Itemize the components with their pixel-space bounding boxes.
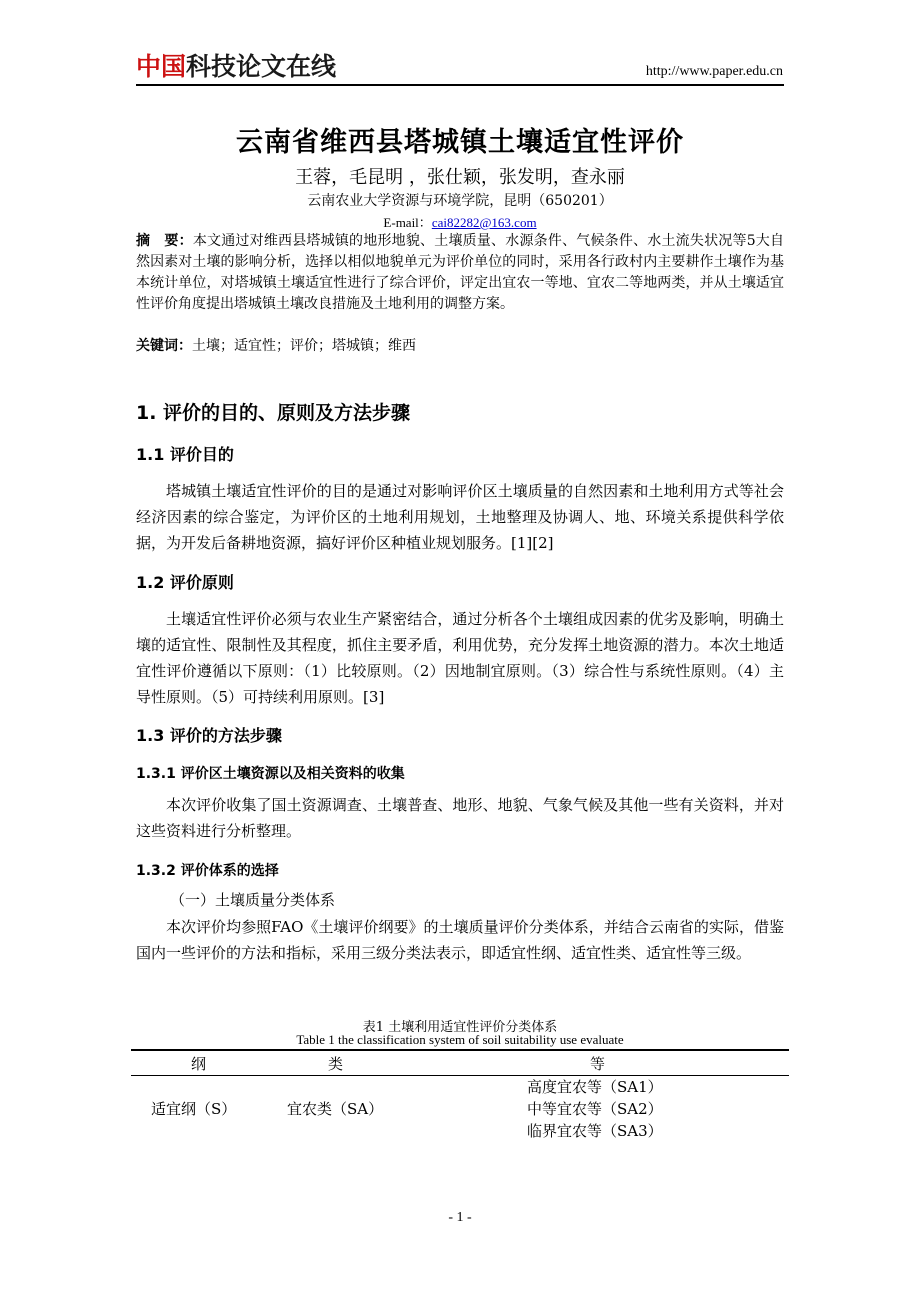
page-number: - 1 - bbox=[448, 1210, 472, 1225]
abstract bbox=[136, 231, 784, 315]
table-header-gang: 纲 bbox=[191, 1055, 207, 1073]
table-cell-deng-3: 临界宜农等（SA3） bbox=[527, 1122, 663, 1140]
section-1-3-1-heading: 1.3.1 评价区土壤资源以及相关资料的收集 bbox=[136, 766, 405, 782]
section-1-3-heading: 1.3 评价的方法步骤 bbox=[136, 726, 282, 745]
keywords-label: 关键词： bbox=[136, 338, 192, 354]
email-link[interactable]: cai82282@163.com bbox=[431, 215, 537, 230]
table-header-deng: 等 bbox=[590, 1055, 606, 1073]
table-header-lei: 类 bbox=[328, 1055, 344, 1073]
abstract-label: 摘 要： bbox=[136, 233, 193, 249]
table-cell-lei: 宜农类（SA） bbox=[287, 1100, 384, 1118]
section-1-1-heading: 1.1 评价目的 bbox=[136, 445, 234, 464]
authors: 王蓉，毛昆明 ，张仕颖，张发明，查永丽 bbox=[295, 167, 625, 188]
paragraph-purpose: 塔城镇土壤适宜性评价的目的是通过对影响评价区土壤质量的自然因素和土地利用方式等社会经济因素的综合鉴定，为评价区的土地利用规划，土地整理及协调人、地、环境关系提供科学依据，为开发后备耕地资源，搞好评价区种植业规划服务。[1][2] bbox=[136, 482, 784, 552]
table-cell-deng-1: 高度宜农等（SA1） bbox=[527, 1078, 663, 1096]
paragraph-system: 本次评价均参照FAO《土壤评价纲要》的土壤质量评价分类体系，并结合云南省的实际，借鉴国内一些评价的方法和指标，采用三级分类法表示，即适宜性纲、适宜性类、适宜性等三级。 bbox=[136, 918, 784, 962]
table-cell-gang: 适宜纲（S） bbox=[151, 1100, 237, 1118]
table-caption-en: Table 1 the classification system of soil suitability use evaluate bbox=[296, 1032, 624, 1047]
logo-red-text: 中国 bbox=[136, 52, 187, 81]
paper-title: 云南省维西县塔城镇土壤适宜性评价 bbox=[236, 127, 684, 158]
logo-black-text: 科技论文在线 bbox=[186, 52, 337, 81]
site-logo bbox=[136, 52, 336, 82]
paragraph-collection: 本次评价收集了国土资源调查、土壤普查、地形、地貌、气象气候及其他一些有关资料，并对这些资料进行分析整理。 bbox=[136, 796, 784, 840]
section-1-3-2-heading: 1.3.2 评价体系的选择 bbox=[136, 863, 279, 879]
keywords-text: 土壤；适宜性；评价；塔城镇；维西 bbox=[192, 338, 416, 354]
paragraph-principles: 土壤适宜性评价必须与农业生产紧密结合，通过分析各个土壤组成因素的优劣及影响，明确土壤的适宜性、限制性及其程度，抓住主要矛盾，利用优势，充分发挥土地资源的潜力。本次土地适宜性评价遵循以下原则：（1）比较原则。（2）因地制宜原则。（3）综合性与系统性原则。（4）主导性原则。（5）可持续利用原则。[3] bbox=[136, 610, 784, 706]
affiliation: 云南农业大学资源与环境学院，昆明（650201） bbox=[307, 193, 613, 209]
subheading-quality-system: （一）土壤质量分类体系 bbox=[170, 891, 336, 909]
header-divider bbox=[136, 84, 784, 86]
abstract-text: 本文通过对维西县塔城镇的地形地貌、土壤质量、水源条件、气候条件、水土流失状况等5大自然因素对土壤的影响分析，选择以相似地貌单元为评价单位的同时，采用各行政村内主要耕作土壤作为基本统计单位，对塔城镇土壤适宜性进行了综合评价，评定出宜农一等地、宜农二等地两类，并从土壤适宜性评价角度提出塔城镇土壤改良措施及土地利用的调整方案。 bbox=[136, 233, 785, 312]
email-label: E-mail： bbox=[383, 215, 432, 230]
section-1-2-heading: 1.2 评价原则 bbox=[136, 573, 234, 592]
section-1-heading: 1. 评价的目的、原则及方法步骤 bbox=[136, 402, 411, 424]
table-cell-deng-2: 中等宜农等（SA2） bbox=[527, 1100, 663, 1118]
table-top-rule bbox=[131, 1049, 789, 1051]
email-line bbox=[0, 212, 920, 231]
table-header-rule bbox=[131, 1075, 789, 1076]
table-caption-cn: 表1 土壤利用适宜性评价分类体系 bbox=[362, 1020, 558, 1035]
header-url[interactable]: http://www.paper.edu.cn bbox=[645, 64, 783, 79]
keywords bbox=[136, 336, 784, 357]
